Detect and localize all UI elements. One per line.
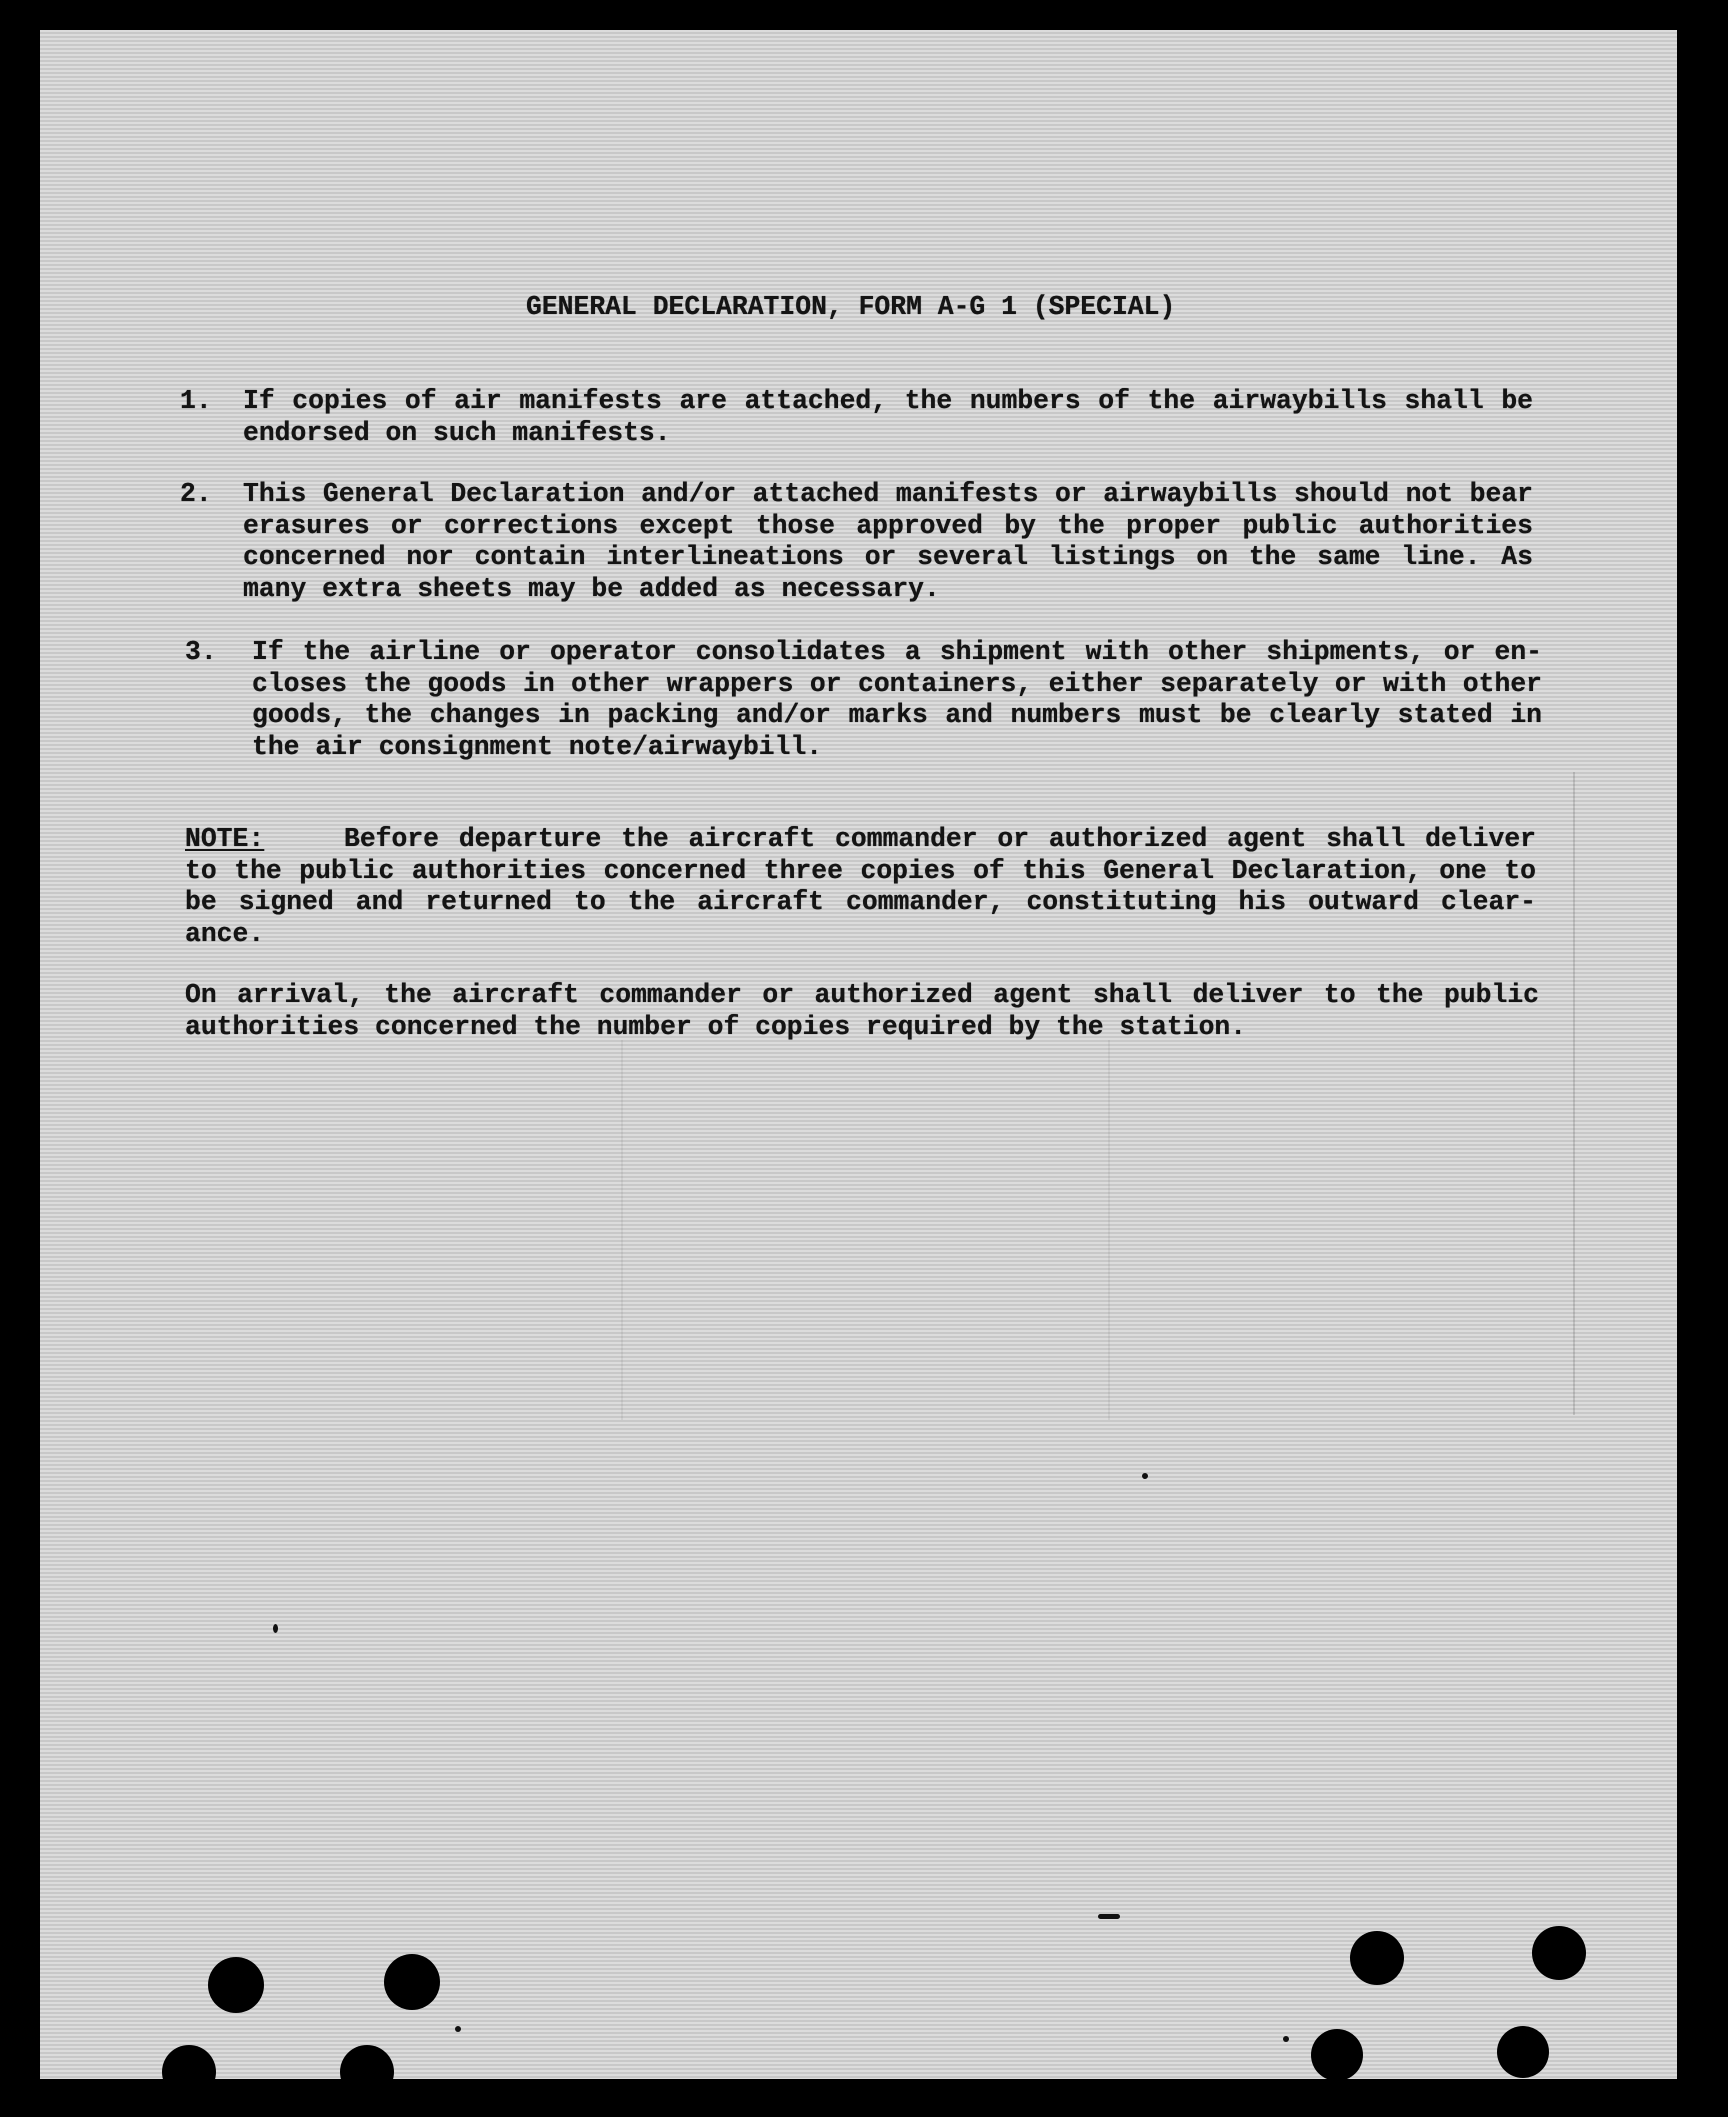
bleed-through-line (1108, 1040, 1110, 1420)
punch-hole (1350, 1931, 1404, 1985)
ink-speck (455, 2026, 461, 2032)
punch-hole (340, 2045, 394, 2099)
punch-hole (208, 1957, 264, 2013)
item-line: erasures or corrections except those approved by the proper public authorities (243, 510, 1533, 541)
item-1 (180, 386, 1540, 449)
item-line: many extra sheets may be added as necessary. (243, 573, 940, 604)
item-line: This General Declaration and/or attached manifests or airwaybills should not bear (243, 479, 1533, 509)
note-paragraph (185, 824, 1541, 950)
note-line: to the public authorities concerned three copies of this General Declaration, one to (185, 855, 1536, 886)
note-line: be signed and returned to the aircraft commander, constituting his outward clear- (185, 887, 1536, 918)
item-number: 1. (180, 386, 212, 416)
note-first-line (185, 824, 1536, 856)
paper-sheet (40, 30, 1677, 2079)
ink-speck (1098, 1914, 1120, 1919)
punch-hole (162, 2045, 216, 2099)
note-label: NOTE: (185, 824, 265, 854)
punch-hole (1311, 2029, 1363, 2081)
bleed-through-line (1573, 772, 1575, 1415)
ink-speck (273, 1624, 278, 1633)
ink-speck (1283, 2036, 1289, 2042)
item-line: closes the goods in other wrappers or containers, either separately or with other (252, 668, 1542, 699)
item-line: goods, the changes in packing and/or marks and numbers must be clearly stated in (252, 700, 1542, 731)
note-line: ance. (185, 918, 265, 949)
item-line: concerned nor contain interlineations or several listings on the same line. As (243, 542, 1533, 573)
item-line: endorsed on such manifests. (243, 417, 671, 448)
arrival-paragraph (185, 980, 1541, 1043)
item-number: 2. (180, 479, 212, 509)
document-title (526, 292, 1206, 324)
title-text: GENERAL DECLARATION, FORM A-G 1 (SPECIAL) (526, 292, 1176, 322)
punch-hole (384, 1954, 440, 2010)
note-line: Before departure the aircraft commander or authorized agent shall deliver (344, 824, 1536, 854)
item-3 (185, 637, 1545, 763)
bleed-through-line (621, 1040, 623, 1420)
punch-hole (1532, 1926, 1586, 1980)
ink-speck (1142, 1473, 1148, 1479)
item-line: If copies of air manifests are attached, the numbers of the airwaybills shall be (243, 386, 1533, 416)
arrival-line: On arrival, the aircraft commander or authorized agent shall deliver to the public (185, 980, 1539, 1010)
item-line: If the airline or operator consolidates a shipment with other shipments, or en- (252, 637, 1542, 667)
arrival-line: authorities concerned the number of copies required by the station. (185, 1011, 1247, 1042)
item-number: 3. (185, 637, 217, 667)
punch-hole (1497, 2026, 1549, 2078)
item-line: the air consignment note/airwaybill. (252, 731, 823, 762)
item-2 (180, 479, 1540, 605)
